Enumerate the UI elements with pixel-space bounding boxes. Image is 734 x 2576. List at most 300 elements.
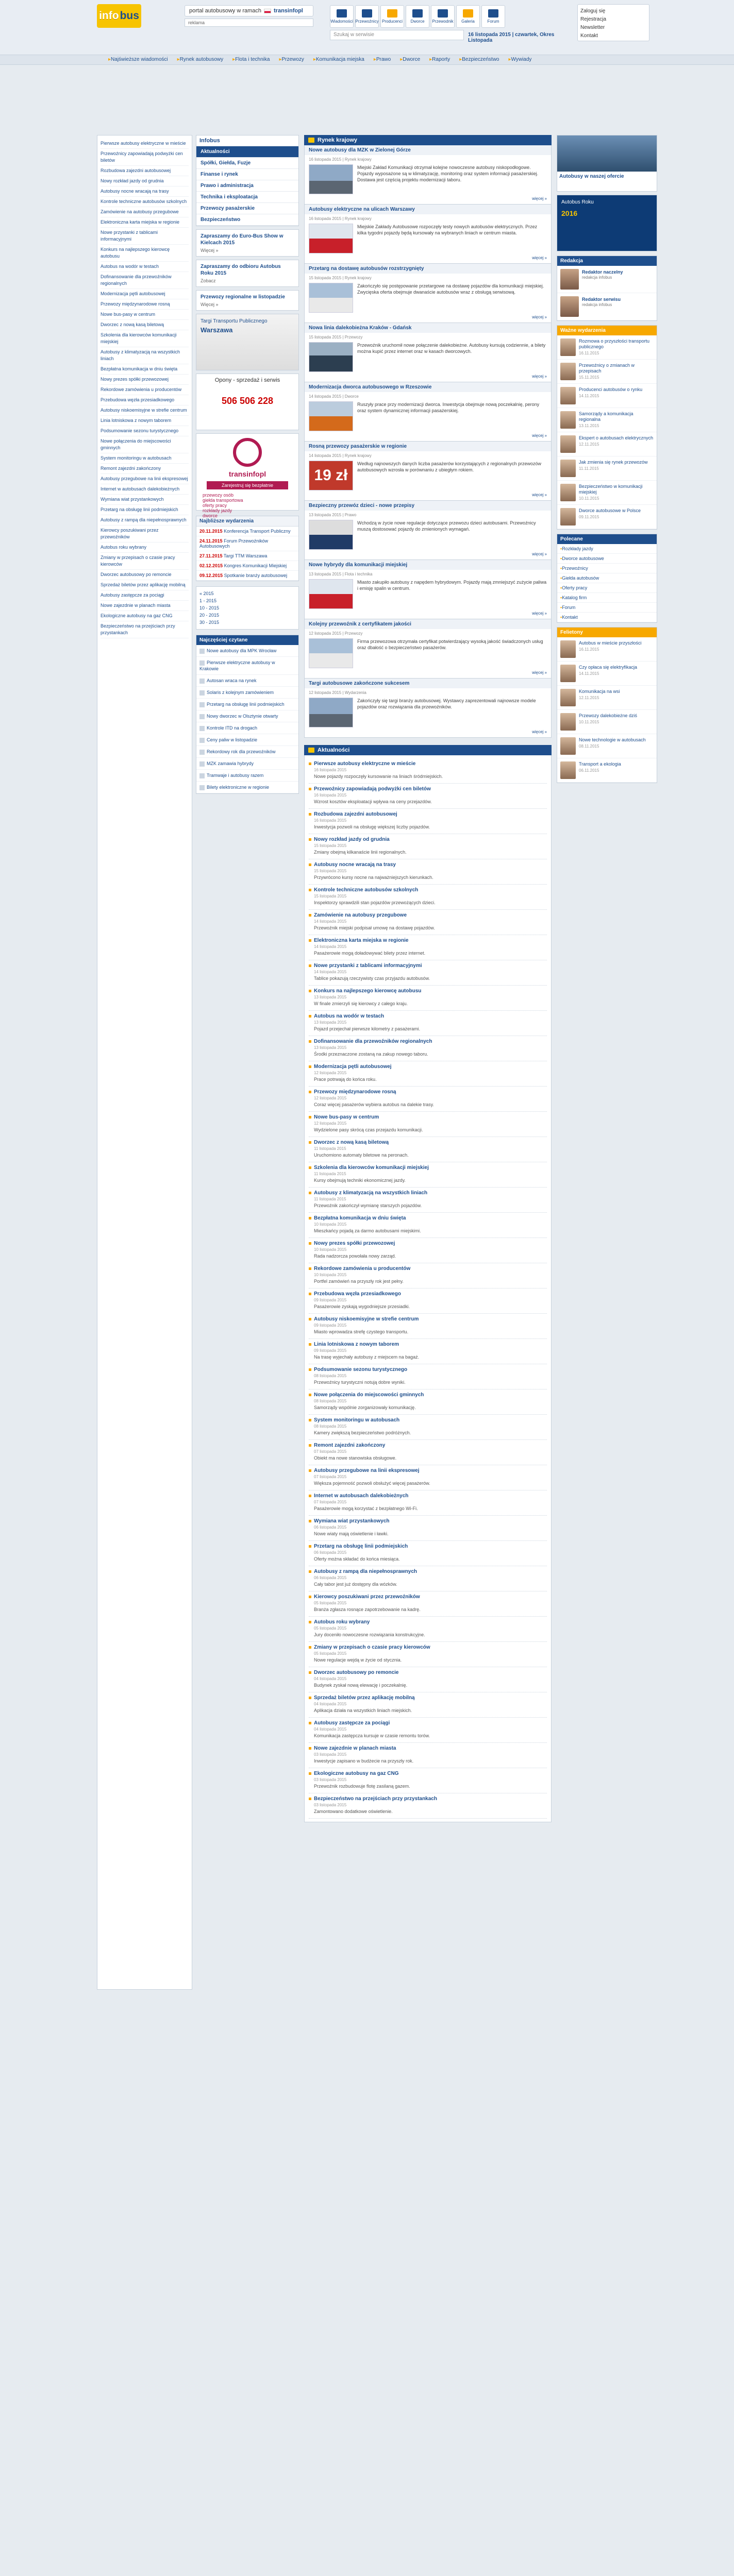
bus-photo [557, 135, 657, 172]
news-headline[interactable]: Pierwsze autobusy elektryczne w mieście [309, 761, 547, 767]
most-read-item[interactable] [196, 699, 298, 710]
calendar-row[interactable]: 30 - 2015 [199, 620, 220, 625]
brand-feature: oferty pracy [203, 503, 227, 508]
most-read-item[interactable] [196, 770, 298, 782]
event-item[interactable] [196, 527, 298, 536]
news-date: 04 listopada 2015 [314, 1676, 347, 1681]
promo-box[interactable] [196, 290, 299, 311]
side-headline[interactable]: Internet w autobusach dalekobieżnych [101, 484, 189, 495]
side-headline[interactable]: Wymiana wiat przystankowych [101, 495, 189, 505]
nav-item[interactable]: ▸ Raporty [429, 55, 450, 62]
side-headline[interactable]: Autobusy zastępcze za pociągi [101, 590, 189, 601]
side-headline[interactable]: Zmiany w przepisach o czasie pracy kierowców [101, 553, 189, 570]
user-tool-link[interactable]: Newsletter [580, 25, 605, 30]
news-lead: Inwestycje zapisano w budżecie na przyszły rok. [314, 1758, 414, 1764]
news-headline[interactable]: Remont zajezdni zakończony [309, 1443, 547, 1448]
news-item [309, 910, 547, 935]
most-read-item[interactable] [196, 675, 298, 687]
site-logo[interactable] [97, 4, 141, 28]
editorial-box [557, 256, 657, 321]
side-menu [196, 135, 299, 226]
opinion-date: 10.11.2015 [579, 720, 599, 724]
news-headline[interactable]: Nowe połączenia do miejscowości gminnych [309, 1392, 547, 1398]
most-read-text: Tramwaje i autobusy razem [207, 773, 264, 778]
news-headline[interactable]: Autobusy z klimatyzacją na wszystkich liniach [309, 1190, 547, 1196]
side-menu-item[interactable]: Finanse i rynek [196, 169, 298, 180]
side-headline[interactable]: Przewozy międzynarodowe rosną [101, 299, 189, 310]
news-headline[interactable]: Autobusy przegubowe na linii ekspresowej [309, 1468, 547, 1473]
news-item [309, 1743, 547, 1768]
news-item [309, 859, 547, 885]
side-headline[interactable]: Nowy prezes spółki przewozowej [101, 375, 189, 385]
nav-tile-2[interactable] [380, 5, 404, 28]
opinion-date: 11.11.2015 [579, 466, 599, 471]
most-read-item[interactable] [196, 657, 298, 675]
side-headline[interactable]: Nowe połączenia do miejscowości gminnych [101, 436, 189, 453]
side-headline[interactable]: Przetarg na obsługę linii podmiejskich [101, 505, 189, 515]
news-card-title[interactable]: Autobusy elektryczne na ulicach Warszawy [305, 205, 551, 214]
side-headline[interactable]: Konkurs na najlepszego kierowcę autobusu [101, 245, 189, 262]
news-item [309, 758, 547, 784]
opinion-item[interactable] [557, 686, 657, 710]
most-read-item[interactable] [196, 782, 298, 793]
news-item [309, 1617, 547, 1642]
most-read-item[interactable] [196, 687, 298, 699]
promo-box[interactable] [196, 229, 299, 257]
search-input[interactable]: Szukaj w serwisie [330, 30, 464, 40]
transinfo-banner[interactable] [196, 433, 299, 518]
news-headline[interactable]: Nowe zajezdnie w planach miasta [309, 1745, 547, 1751]
event-item[interactable] [196, 561, 298, 571]
news-headline[interactable]: Autobusy niskoemisyjne w strefie centrum [309, 1316, 547, 1322]
news-headline[interactable]: Autobus na wodór w testach [309, 1013, 547, 1019]
news-photo[interactable] [309, 342, 353, 372]
most-read-item[interactable] [196, 734, 298, 746]
promo-box-link[interactable]: Więcej » [201, 302, 219, 307]
side-headline[interactable]: Dworzec z nową kasą biletową [101, 320, 189, 330]
side-headline[interactable]: Pierwsze autobusy elektryczne w mieście [101, 139, 189, 149]
read-more-link[interactable]: więcej » [532, 256, 547, 260]
side-headline[interactable]: Autobus roku wybrany [101, 543, 189, 553]
news-item [309, 784, 547, 809]
news-item [309, 1137, 547, 1162]
news-headline[interactable]: Nowy prezes spółki przewozowej [309, 1241, 547, 1246]
news-item [309, 1516, 547, 1541]
news-headline[interactable]: Dofinansowanie dla przewoźników regionalnych [309, 1039, 547, 1044]
side-headline[interactable]: Remont zajezdni zakończony [101, 464, 189, 474]
news-card-text: Miejskie Zakłady Autobusowe rozpoczęły testy nowych autobusów elektrycznych. Przez kilka tygodni pojazdy będą kursowały na wybranych liniach w centrum miasta. [357, 224, 538, 235]
read-more-link[interactable]: więcej » [532, 374, 547, 379]
side-headline[interactable]: Autobusy przegubowe na linii ekspresowej [101, 474, 189, 484]
news-item [309, 1162, 547, 1188]
transinfo-logo-icon [233, 438, 262, 467]
user-tool-link[interactable]: Rejestracja [580, 16, 607, 22]
read-more-link[interactable]: więcej » [532, 493, 547, 497]
event-item[interactable] [196, 536, 298, 551]
right-ad-award[interactable] [557, 195, 657, 251]
brand-feature: rozkłady jazdy [203, 508, 232, 513]
side-headline[interactable]: Szkolenia dla kierowców komunikacji miejskiej [101, 330, 189, 347]
event-text: Konferencja Transport Publiczny [224, 529, 291, 534]
side-headline[interactable]: Linia lotniskowa z nowym taborem [101, 416, 189, 426]
calendar-row[interactable]: 1 - 2015 [199, 598, 217, 603]
opinion-item[interactable] [557, 758, 657, 783]
news-date: 14 listopada 2015 [314, 944, 347, 949]
news-date: 14 listopada 2015 [314, 919, 347, 924]
read-more-link[interactable]: więcej » [532, 433, 547, 438]
nav-item[interactable]: ▸ Prawo [374, 55, 391, 62]
nav-item[interactable]: ▸ Przewozy [279, 55, 304, 62]
news-card [304, 560, 552, 619]
side-headline[interactable]: Nowe bus-pasy w centrum [101, 310, 189, 320]
news-headline[interactable]: Szkolenia dla kierowców komunikacji miejskiej [309, 1165, 547, 1171]
news-headline[interactable]: Kierowcy poszukiwani przez przewoźników [309, 1594, 547, 1600]
side-headline[interactable]: Podsumowanie sezonu turystycznego [101, 426, 189, 436]
news-headline[interactable]: Internet w autobusach dalekobieżnych [309, 1493, 547, 1499]
opinion-title: Nowe technologie w autobusach [579, 737, 646, 742]
nav-item[interactable]: ▸ Dworce [400, 55, 420, 62]
opinion-item[interactable] [557, 481, 657, 505]
side-headline[interactable]: Autobusy nocne wracają na trasy [101, 187, 189, 197]
news-lead: Miasto wprowadza strefę czystego transportu. [314, 1329, 409, 1334]
news-headline[interactable]: Rozbudowa zajezdni autobusowej [309, 811, 547, 817]
event-item[interactable] [196, 551, 298, 561]
news-headline[interactable]: Elektroniczna karta miejska w regionie [309, 938, 547, 943]
side-headline[interactable]: Ekologiczne autobusy na gaz CNG [101, 611, 189, 621]
opinion-item[interactable] [557, 734, 657, 758]
news-headline[interactable]: Autobusy zastępcze za pociągi [309, 1720, 547, 1726]
avatar [560, 508, 576, 526]
avatar [560, 689, 576, 706]
news-headline[interactable]: Autobusy z rampą dla niepełnosprawnych [309, 1569, 547, 1574]
news-date: 07 listopada 2015 [314, 1449, 347, 1454]
news-date: 11 listopada 2015 [314, 1172, 346, 1176]
news-card-title[interactable]: Modernizacja dworca autobusowego w Rzeszowie [305, 382, 551, 392]
most-read-text: Przetarg na obsługę linii podmiejskich [207, 702, 285, 707]
news-headline[interactable]: Nowe bus-pasy w centrum [309, 1114, 547, 1120]
user-tool-link[interactable]: Zaloguj się [580, 8, 606, 14]
news-card-meta: 14 listopada 2015 | Dworce [309, 394, 359, 399]
nav-tile-label: Producenci [381, 19, 403, 24]
news-item [309, 935, 547, 960]
news-photo[interactable] [309, 698, 353, 727]
news-date: 10 listopada 2015 [314, 1273, 347, 1277]
news-headline[interactable]: Kontrole techniczne autobusów szkolnych [309, 887, 547, 893]
news-photo[interactable] [309, 520, 353, 550]
news-card-body [309, 401, 547, 431]
opinion-item[interactable] [557, 408, 657, 432]
nav-item[interactable]: ▸ Bezpieczeństwo [459, 55, 499, 62]
opinion-date: 06.11.2015 [579, 768, 599, 773]
news-date: 11 listopada 2015 [314, 1146, 346, 1151]
news-card-title[interactable]: Nowe autobusy dla MZK w Zielonej Górze [305, 145, 551, 155]
news-item [309, 1465, 547, 1490]
promo-box[interactable] [196, 260, 299, 287]
current-date: 16 listopada 2015 | czwartek, Okres Listopada [468, 32, 555, 43]
nav-tile-1[interactable] [355, 5, 379, 28]
read-more-link[interactable]: więcej » [532, 196, 547, 201]
event-date: 20.11.2015 [199, 529, 223, 534]
side-headline[interactable]: Rozbudowa zajezdni autobusowej [101, 166, 189, 176]
nav-tile-3[interactable] [406, 5, 429, 28]
side-menu-item[interactable]: Przewozy pasażerskie [196, 203, 298, 214]
archive-calendar [196, 586, 299, 630]
news-headline[interactable]: Podsumowanie sezonu turystycznego [309, 1367, 547, 1372]
news-card-title[interactable]: Przetarg na dostawę autobusów rozstrzygnięty [305, 264, 551, 274]
side-headline[interactable]: Elektroniczna karta miejska w regionie [101, 217, 189, 228]
side-headline[interactable]: Przebudowa węzła przesiadkowego [101, 395, 189, 405]
news-photo[interactable] [309, 638, 353, 668]
nav-tile-5[interactable] [456, 5, 480, 28]
most-read-text: Autosan wraca na rynek [207, 678, 257, 683]
news-card-body [309, 342, 547, 372]
side-headline[interactable]: System monitoringu w autobusach [101, 453, 189, 464]
news-photo[interactable] [309, 283, 353, 313]
opinion-item[interactable] [557, 662, 657, 686]
promo-image[interactable]: 19 zł [309, 461, 353, 490]
forum-icon [488, 9, 498, 18]
most-read-text: MZK zamawia hybrydy [207, 761, 254, 766]
nav-tile-6[interactable] [481, 5, 505, 28]
news-headline[interactable]: Nowy rozkład jazdy od grudnia [309, 837, 547, 842]
news-date: 08 listopada 2015 [314, 1424, 347, 1429]
news-headline[interactable]: Przewoźnicy zapowiadają podwyżki cen biletów [309, 786, 547, 792]
read-more-link[interactable]: więcej » [532, 611, 547, 616]
portal-strip[interactable] [185, 5, 313, 16]
news-headline[interactable]: Bezpieczeństwo na przejściach przy przystankach [309, 1796, 547, 1802]
most-read-text: Nowe autobusy dla MPK Wrocław [207, 648, 277, 653]
news-photo[interactable] [309, 401, 353, 431]
news-card-body [309, 638, 547, 668]
news-headline[interactable]: Zamówienie na autobusy przegubowe [309, 912, 547, 918]
event-item[interactable] [196, 571, 298, 581]
side-headline[interactable]: Autobusy z rampą dla niepełnosprawnych [101, 515, 189, 526]
news-headline[interactable]: Sprzedaż biletów przez aplikację mobilną [309, 1695, 547, 1701]
news-photo[interactable] [309, 164, 353, 194]
nav-tile-4[interactable] [431, 5, 455, 28]
read-more-link[interactable]: więcej » [532, 730, 547, 734]
news-headline[interactable]: System monitoringu w autobusach [309, 1417, 547, 1423]
side-menu-item[interactable]: Prawo i administracja [196, 180, 298, 192]
article-thumb-icon [199, 690, 205, 696]
most-read-item[interactable] [196, 645, 298, 657]
left-narrow-column [97, 135, 192, 1990]
most-read-item[interactable] [196, 710, 298, 722]
most-read-item[interactable] [196, 758, 298, 770]
read-more-link[interactable]: więcej » [532, 670, 547, 675]
nav-item[interactable]: ▸ Wywiady [508, 55, 531, 62]
nav-tile-0[interactable] [330, 5, 354, 28]
most-read-item[interactable] [196, 722, 298, 734]
columns-box [557, 627, 657, 783]
news-icon [337, 9, 347, 18]
opinion-item[interactable] [557, 637, 657, 662]
section-title: Rynek krajowy [318, 137, 358, 143]
avatar [560, 713, 576, 731]
recommended-link[interactable]: ▪ Rozkłady jazdy [557, 544, 657, 554]
opinion-item[interactable] [557, 710, 657, 734]
news-headline[interactable]: Bezpłatna komunikacja w dniu święta [309, 1215, 547, 1221]
news-date: 09 listopada 2015 [314, 1298, 347, 1302]
user-tool-link[interactable]: Kontakt [580, 33, 598, 39]
news-headline[interactable]: Modernizacja pętli autobusowej [309, 1064, 547, 1070]
news-card-body [309, 224, 547, 253]
side-menu-item[interactable]: Technika i eksploatacja [196, 192, 298, 203]
news-card-title[interactable]: Targi autobusowe zakończone sukcesem [305, 679, 551, 688]
transinfo-name: transinfopl [228, 470, 266, 478]
news-card [304, 323, 552, 382]
side-headline[interactable]: Nowe przystanki z tablicami informacyjnymi [101, 228, 189, 245]
side-headline[interactable]: Kierowcy poszukiwani przez przewoźników [101, 526, 189, 543]
news-headline[interactable]: Ekologiczne autobusy na gaz CNG [309, 1771, 547, 1776]
side-headline[interactable]: Rekordowe zamówienia u producentów [101, 385, 189, 395]
event-text: Targi TTM Warszawa [223, 553, 268, 558]
nav-item[interactable]: ▸ Najświeższe wiadomości [108, 55, 168, 62]
side-headline[interactable]: Bezpieczeństwo na przejściach przy przystankach [101, 621, 189, 638]
news-card-title[interactable]: Nowa linia dalekobieżna Kraków - Gdańsk [305, 323, 551, 333]
news-headline[interactable]: Wymiana wiat przystankowych [309, 1518, 547, 1524]
side-headline[interactable]: Modernizacja pętli autobusowej [101, 289, 189, 299]
news-item [309, 1263, 547, 1289]
most-read-text: Solaris z kolejnym zamówieniem [207, 690, 274, 695]
header [0, 0, 734, 61]
calendar-row[interactable]: « 2015 [199, 591, 214, 596]
top-ad-label: reklama [185, 19, 313, 27]
news-headline[interactable]: Linia lotniskowa z nowym taborem [309, 1342, 547, 1347]
most-read-text: Nowy dworzec w Olsztynie otwarty [207, 714, 278, 719]
news-headline[interactable]: Autobus roku wybrany [309, 1619, 547, 1625]
side-headline[interactable]: Autobusy z klimatyzacją na wszystkich liniach [101, 347, 189, 364]
news-date: 03 listopada 2015 [314, 1777, 347, 1782]
side-headline[interactable]: Przewoźnicy zapowiadają podwyżki cen biletów [101, 149, 189, 166]
news-headline[interactable]: Dworzec z nową kasą biletową [309, 1140, 547, 1145]
targi-city: Warszawa [201, 326, 233, 334]
avatar [560, 460, 576, 477]
recommended-link[interactable]: ▪ Oferty pracy [557, 583, 657, 593]
side-headline[interactable]: Nowy rozkład jazdy od grudnia [101, 176, 189, 187]
promo-box-link[interactable]: Zobacz [201, 278, 216, 283]
side-headline[interactable]: Kontrole techniczne autobusów szkolnych [101, 197, 189, 207]
news-lead: Pojazd przejechał pierwsze kilometry z pasażerami. [314, 1026, 421, 1031]
avatar [560, 484, 576, 501]
news-card-body [309, 579, 547, 609]
news-card-title[interactable]: Bezpieczny przewóz dzieci - nowe przepisy [305, 501, 551, 511]
news-card-title[interactable]: Rosną przewozy pasażerskie w regionie [305, 442, 551, 451]
opinion-item[interactable] [557, 456, 657, 481]
opinion-item[interactable] [557, 432, 657, 456]
read-more-link[interactable]: więcej » [532, 315, 547, 319]
opinion-title: Dworce autobusowe w Polsce [579, 508, 641, 513]
event-date: 24.11.2015 [199, 538, 223, 544]
news-lead: Na trasę wyjechały autobusy z miejscem na bagaż. [314, 1354, 420, 1360]
opinion-info [579, 363, 654, 380]
news-date: 12 listopada 2015 [314, 1096, 347, 1100]
news-headline[interactable]: Przewozy międzynarodowe rosną [309, 1089, 547, 1095]
opinion-item[interactable] [557, 505, 657, 529]
editor-role: redakcja infobus [582, 275, 612, 280]
news-photo[interactable] [309, 224, 353, 253]
most-read-item[interactable] [196, 746, 298, 758]
recommended-link[interactable]: ▪ Przewoźnicy [557, 564, 657, 573]
news-date: 16 listopada 2015 [314, 818, 347, 823]
news-card-text: Według najnowszych danych liczba pasażerów korzystających z regionalnych przewozów autobusowych wzrosła w porównaniu z ubiegłym rokiem. [357, 461, 542, 472]
side-menu-item[interactable]: Spółki, Giełda, Fuzje [196, 158, 298, 169]
calendar-row[interactable]: 20 - 2015 [199, 613, 220, 618]
news-headline[interactable]: Zmiany w przepisach o czasie pracy kierowców [309, 1645, 547, 1650]
news-card-title[interactable]: Nowe hybrydy dla komunikacji miejskiej [305, 560, 551, 570]
news-headline[interactable]: Rekordowe zamówienia u producentów [309, 1266, 547, 1272]
nav-item[interactable]: ▸ Flota i technika [232, 55, 270, 62]
right-ad-bus[interactable] [557, 135, 657, 192]
register-button[interactable]: Zarejestruj się bezpłatnie [207, 481, 288, 489]
recommended-link[interactable]: ▪ Kontakt [557, 613, 657, 622]
news-headline[interactable]: Przetarg na obsługę linii podmiejskich [309, 1544, 547, 1549]
article-thumb-icon [199, 702, 205, 707]
promo-box-link[interactable]: Więcej » [201, 248, 219, 253]
nav-item[interactable]: ▸ Rynek autobusowy [177, 55, 224, 62]
news-photo[interactable] [309, 579, 353, 609]
brand-feature: przewozy osób [203, 493, 234, 498]
recommended-link[interactable]: ▪ Giełda autobusów [557, 573, 657, 583]
opinion-item[interactable] [557, 384, 657, 408]
side-menu-item[interactable]: Aktualności [196, 146, 298, 158]
news-lead: Mieszkańcy pojadą za darmo autobusami miejskimi. [314, 1228, 421, 1233]
side-headline[interactable]: Autobus na wodór w testach [101, 262, 189, 272]
recommended-link[interactable]: ▪ Katalog firm [557, 593, 657, 603]
news-headline[interactable]: Konkurs na najlepszego kierowcę autobusu [309, 988, 547, 994]
calendar-row[interactable]: 10 - 2015 [199, 605, 220, 611]
nav-item[interactable]: ▸ Komunikacja miejska [313, 55, 364, 62]
nav-tile-label: Galeria [461, 19, 475, 24]
news-headline[interactable]: Autobusy nocne wracają na trasy [309, 862, 547, 868]
editor-entry[interactable] [557, 266, 657, 293]
opinion-info [579, 460, 648, 477]
news-item [309, 1087, 547, 1112]
read-more-link[interactable]: więcej » [532, 552, 547, 556]
nav-tile-label: Przewodnik [432, 19, 454, 24]
recommended-link[interactable]: ▪ Dworce autobusowe [557, 554, 657, 564]
opinion-date: 12.11.2015 [579, 696, 599, 700]
news-headline[interactable]: Przebudowa węzła przesiadkowego [309, 1291, 547, 1297]
targi-banner[interactable] [196, 314, 299, 370]
tire-banner[interactable] [196, 374, 299, 430]
side-headline[interactable]: Sprzedaż biletów przez aplikację mobilną [101, 580, 189, 590]
news-headline[interactable]: Nowe przystanki z tablicami informacyjnymi [309, 963, 547, 969]
news-item [309, 1314, 547, 1339]
news-lead: Większa pojemność pozwoli obsłużyć więcej pasażerów. [314, 1481, 430, 1486]
news-date: 03 listopada 2015 [314, 1803, 347, 1807]
side-headline[interactable]: Autobusy niskoemisyjne w strefie centrum [101, 405, 189, 416]
opinion-item[interactable] [557, 335, 657, 360]
recommended-link[interactable]: ▪ Forum [557, 603, 657, 613]
side-menu-title: Infobus [196, 135, 298, 146]
side-headline[interactable]: Bezpłatna komunikacja w dniu święta [101, 364, 189, 375]
side-menu-item[interactable]: Bezpieczeństwo [196, 214, 298, 226]
side-headline[interactable]: Zamówienie na autobusy przegubowe [101, 207, 189, 217]
news-headline[interactable]: Dworzec autobusowy po remoncie [309, 1670, 547, 1675]
side-headline[interactable]: Nowe zajezdnie w planach miasta [101, 601, 189, 611]
news-item [309, 1011, 547, 1036]
side-headline[interactable]: Dofinansowanie dla przewoźników regionalnych [101, 272, 189, 289]
side-headline[interactable]: Dworzec autobusowy po remoncie [101, 570, 189, 580]
news-date: 05 listopada 2015 [314, 1601, 347, 1605]
news-item [309, 1793, 547, 1819]
editor-entry[interactable] [557, 293, 657, 320]
event-date: 27.11.2015 [199, 553, 223, 558]
news-date: 05 listopada 2015 [314, 1626, 347, 1631]
opinion-item[interactable] [557, 360, 657, 384]
news-card-title[interactable]: Kolejny przewoźnik z certyfikatem jakości [305, 619, 551, 629]
